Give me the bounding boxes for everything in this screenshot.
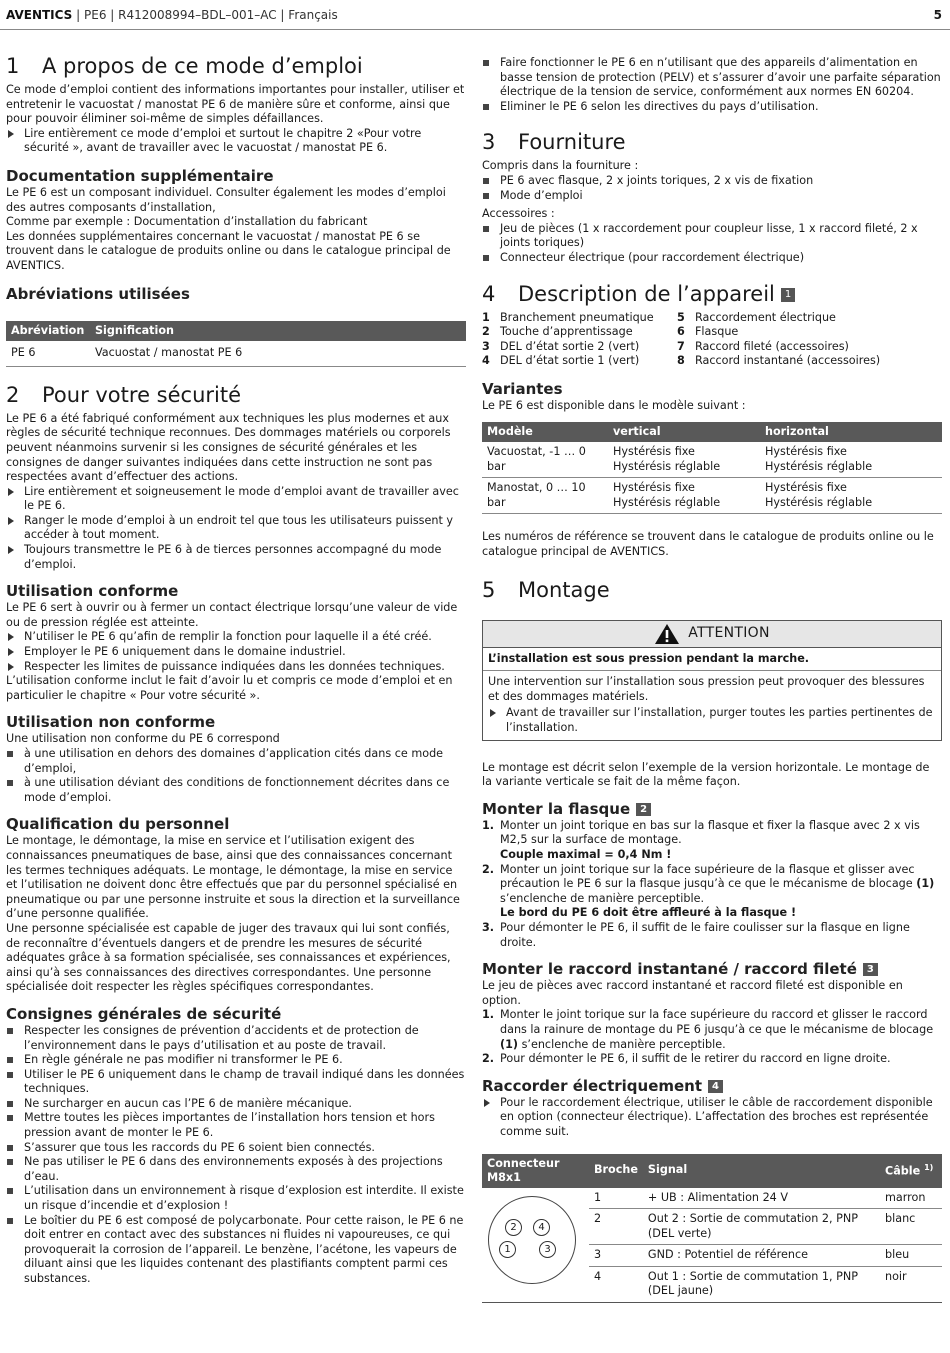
part-label: DEL d’état sortie 2 (vert): [500, 339, 640, 353]
table-header: Signification: [90, 321, 466, 342]
doc-paragraph: Comme par exemple : Documentation d’installation du fabricant: [6, 215, 368, 229]
table-cell: 4: [594, 1269, 602, 1283]
part-number: 4: [482, 354, 490, 368]
list-item: Ne surcharger en aucun cas l’PE 6 de manière mécanique.: [6, 1097, 466, 1112]
cell-line: Hystérésis réglable: [613, 495, 721, 509]
part-number: 1: [482, 310, 490, 324]
footnote-marker: 1): [924, 1163, 934, 1173]
misuse-list: [6, 747, 466, 805]
table-header: vertical: [608, 422, 760, 443]
instruction-item: Lire entièrement ce mode d’emploi et surtout le chapitre 2 «Pour votre sécurité », avant de travailler avec le vacuostat / manostat PE 6.: [6, 127, 466, 156]
table-cell: Out 1 : Sortie de commutation 1, PNP (DEL jaune): [647, 1269, 858, 1298]
warning-box: [482, 620, 942, 741]
step-number: 1.: [482, 1008, 495, 1022]
fitting-heading: [482, 959, 942, 979]
warning-title: ATTENTION: [688, 625, 770, 642]
pin-label: 3: [539, 1241, 556, 1258]
step-note: Le bord du PE 6 doit être affleuré à la flasque !: [500, 906, 797, 920]
part-label: Flasque: [695, 325, 739, 339]
table-cell: [760, 442, 942, 478]
s2-intro: Le PE 6 a été fabriqué conformément aux techniques les plus modernes et aux règles de sécurité technique reconnues. Des dommages matériels ou corporels peuvent néanmoins survenir si les consignes de sécurité générales et les consignes de danger suivantes indiquées dans cette instruction ne sont pas respectées avant d’effectuer des actions.: [6, 411, 451, 484]
section-number: 3: [482, 130, 496, 155]
variants-heading: Variantes: [482, 379, 563, 398]
step-text: s’enclenche de manière perceptible.: [500, 891, 705, 905]
delivery-list: [482, 174, 942, 203]
cell-line: Hystérésis fixe: [613, 445, 695, 459]
variants-intro: Le PE 6 est disponible dans le modèle suivant :: [482, 398, 746, 412]
cell-line: Hystérésis réglable: [613, 459, 721, 473]
section-5-heading: [482, 576, 942, 604]
section-title: A propos de ce mode d’emploi: [42, 54, 363, 78]
connector-pinout-diagram: [488, 1196, 576, 1284]
page-header: [6, 8, 942, 24]
flange-heading: [482, 799, 942, 819]
part-number: 2: [482, 325, 490, 339]
step-number: 2.: [482, 1052, 495, 1066]
heading-text: Raccorder électriquement: [482, 1076, 703, 1095]
list-item: Mode d’emploi: [482, 189, 942, 204]
header-meta: | PE6 | R412008994–BDL–001–AC | Français: [72, 8, 338, 22]
list-item: à une utilisation déviant des conditions de fonctionnement décrites dans ce mode d’emploi.: [6, 776, 466, 805]
table-row: [482, 442, 942, 478]
part-number: 6: [677, 325, 685, 339]
warning-text: Une intervention sur l’installation sous pression peut provoquer des blessures et des dommages matériels.: [488, 675, 925, 703]
step-item: [482, 921, 942, 950]
cell-line: Hystérésis réglable: [765, 495, 873, 509]
pin-label: 1: [499, 1241, 516, 1258]
variants-table: [482, 422, 942, 515]
cell-line: Hystérésis réglable: [765, 459, 873, 473]
section-4-heading: [482, 280, 942, 308]
section-number: 2: [6, 382, 20, 407]
list-item: à une utilisation en dehors des domaines d’application cités dans ce mode d’emploi,: [6, 747, 466, 776]
list-item: PE 6 avec flasque, 2 x joints toriques, 2 x vis de fixation: [482, 174, 942, 189]
list-item: Le boîtier du PE 6 est composé de polycarbonate. Pour cette raison, le PE 6 ne doit entrer en contact avec des substances ni fluides ni vapoureuses, ce qui provoquerait la corrosion de l’appareil. Le benzène, l’acétone, les vapeurs de diluant ainsi que les liquides contenant des plastifiants comptent parmi ces substances.: [6, 1214, 466, 1287]
delivery-included-label: Compris dans la fourniture :: [482, 159, 639, 173]
warning-body: [483, 648, 941, 740]
table-cell: 1: [589, 1188, 643, 1209]
pin-label: 2: [505, 1219, 522, 1236]
section-title: Montage: [518, 577, 610, 602]
table-row: [482, 1188, 942, 1209]
header-divider: [0, 29, 950, 30]
usage-intro: Le PE 6 sert à ouvrir ou à fermer un contact électrique lorsqu’une valeur de vide ou de pression réglée est atteinte.: [6, 601, 458, 629]
step-text: Monter un joint torique en bas sur la flasque et fixer la flasque avec 2 x vis M2,5 sur la surface de montage.: [500, 818, 920, 847]
header-doc-info: [6, 8, 338, 23]
part-number: 5: [677, 310, 685, 324]
instruction-item: Lire entièrement et soigneusement le mode d’emploi avant de travailler avec le PE 6.: [6, 485, 466, 514]
step-ref: (1): [916, 877, 935, 891]
section-number: 4: [482, 281, 496, 306]
step-item: [482, 819, 942, 863]
warning-header: [483, 621, 941, 648]
table-header: Modèle: [482, 422, 608, 443]
part-item: [677, 325, 937, 340]
doc-paragraph: Les données supplémentaires concernant le vacuostat / manostat PE 6 se trouvent dans le catalogue de produits online ou dans le catalogue principal de AVENTICS.: [6, 229, 451, 272]
table-header: Connecteur M8x1: [482, 1154, 589, 1188]
table-cell: noir: [885, 1269, 907, 1283]
accessories-list: [482, 222, 942, 266]
cell-line: Hystérésis fixe: [765, 445, 847, 459]
table-header: [880, 1154, 942, 1188]
page-number: 5: [933, 8, 942, 22]
table-row: [482, 478, 942, 514]
connector-diagram-cell: [482, 1188, 589, 1303]
step-note: Couple maximal = 0,4 Nm !: [500, 848, 672, 861]
figure-ref: 4: [708, 1080, 723, 1093]
pin-table: [482, 1154, 942, 1304]
list-item: Connecteur électrique (pour raccordement électrique): [482, 251, 942, 266]
instruction-item: Ranger le mode d’emploi à un endroit tel que tous les utilisateurs puissent y accéder à tout moment.: [6, 514, 466, 543]
section-title: Fourniture: [518, 130, 626, 155]
fitting-steps: [482, 1008, 942, 1066]
step-ref: (1): [500, 1037, 519, 1051]
table-cell: bleu: [880, 1245, 942, 1267]
accessories-label: Accessoires :: [482, 207, 555, 221]
mounting-intro: Le montage est décrit selon l’exemple de la version horizontale. Le montage de la variante verticale se fait de la même façon.: [482, 760, 930, 789]
instruction-item: Avant de travailler sur l’installation, purger toutes les parties pertinentes de l’installation.: [488, 706, 936, 735]
figure-ref: 2: [636, 803, 651, 816]
figure-ref: 3: [863, 963, 878, 976]
part-number: 7: [677, 339, 685, 353]
section-title: Pour votre sécurité: [42, 382, 241, 407]
step-item: [482, 1052, 942, 1067]
instruction-item: Respecter les limites de puissance indiquées dans les données techniques.: [6, 660, 466, 675]
table-cell: marron: [880, 1188, 942, 1209]
section-title: Description de l’appareil: [518, 281, 775, 306]
part-item: [482, 311, 677, 326]
instruction-item: Pour le raccordement électrique, utiliser le câble de raccordement disponible en option (connecteur électrique). L’affectation des broches est représentée comme suit.: [482, 1096, 942, 1140]
warning-bold: L’installation est sous pression pendant la marche.: [488, 651, 810, 665]
part-label: Touche d’apprentissage: [500, 325, 633, 339]
part-item: [482, 340, 677, 355]
instruction-item: Toujours transmettre le PE 6 à de tierces personnes accompagné du mode d’emploi.: [6, 543, 466, 572]
table-cell: GND : Potentiel de référence: [643, 1245, 880, 1267]
qualification-paragraph: Une personne spécialisée est capable de juger des travaux qui lui sont confiés, de reconnaître d’éventuels dangers et de prendre les mesures de sécurité adéquates grâce à sa formation spécialisée, ses connaissances et expériences, ainsi qu’à ses connaissances des directives correspondantes. Une personne spécialisée doit respecter les règles spécifiques correspondantes.: [6, 921, 451, 994]
step-number: 3.: [482, 920, 495, 934]
section-1-heading: [6, 52, 466, 80]
qualification-heading: Qualification du personnel: [6, 815, 230, 834]
list-item: L’utilisation dans un environnement à risque d’explosion est interdite. Il existe un risque d’incendie et d’explosion !: [6, 1184, 466, 1213]
s1-intro: Ce mode d’emploi contient des informations importantes pour installer, utiliser et entretenir le vacuostat / manostat PE 6 de manière sûre et conforme, ainsi que pour pouvoir éliminer soi-même de simples défaillances.: [6, 83, 465, 126]
flange-steps: [482, 819, 942, 950]
part-label: DEL d’état sortie 1 (vert): [500, 354, 640, 368]
misuse-intro: Une utilisation non conforme du PE 6 correspond: [6, 732, 280, 746]
usage-outro: L’utilisation conforme inclut le fait d’avoir lu et compris ce mode d’emploi et en particulier le chapitre « Pour votre sécurité ».: [6, 674, 453, 702]
pin-label: 4: [533, 1219, 550, 1236]
electrical-heading: [482, 1076, 942, 1096]
part-label: Branchement pneumatique: [500, 310, 654, 324]
table-cell: [608, 442, 760, 478]
step-number: 2.: [482, 862, 495, 876]
heading-text: Monter le raccord instantané / raccord fileté: [482, 960, 857, 979]
table-cell: Manostat, 0 … 10 bar: [482, 478, 608, 514]
safety-list-continued: [482, 56, 942, 114]
step-number: 1.: [482, 818, 495, 832]
step-item: [482, 1008, 942, 1052]
table-cell: PE 6: [6, 341, 90, 366]
table-cell: 3: [589, 1245, 643, 1267]
step-text: s’enclenche de manière perceptible.: [518, 1037, 726, 1051]
part-item: [677, 340, 937, 355]
fitting-intro: Le jeu de pièces avec raccord instantané et raccord fileté est disponible en option.: [482, 979, 903, 1007]
step-text: Pour démonter le PE 6, il suffit de le retirer du raccord en ligne droite.: [500, 1052, 891, 1066]
part-item: [482, 325, 677, 340]
electrical-list: [482, 1096, 942, 1140]
list-item: Respecter les consignes de prévention d’accidents et de protection de l’environnement dans le pays d’utilisation et au poste de travail.: [6, 1024, 466, 1053]
table-cell: Vacuostat, -1 … 0 bar: [482, 442, 608, 478]
parts-list: [482, 311, 942, 369]
table-header: Abréviation: [6, 321, 90, 342]
instruction-item: N’utiliser le PE 6 qu’afin de remplir la fonction pour laquelle il a été créé.: [6, 630, 466, 645]
step-text: Pour démonter le PE 6, il suffit de le faire coulisser sur la flasque en ligne droite.: [500, 920, 910, 949]
table-cell: blanc: [880, 1209, 942, 1245]
list-item: Eliminer le PE 6 selon les directives du pays d’utilisation.: [482, 100, 942, 115]
section-number: 1: [6, 54, 20, 78]
list-item: En règle générale ne pas modifier ni transformer le PE 6.: [6, 1053, 466, 1068]
s2-instruction-list: [6, 485, 466, 573]
list-item: Mettre toutes les pièces importantes de l’installation hors tension et hors pression avant de monter le PE 6.: [6, 1111, 466, 1140]
list-item: Utiliser le PE 6 uniquement dans le champ de travail indiqué dans les données techniques.: [6, 1068, 466, 1097]
table-cell: Vacuostat / manostat PE 6: [90, 341, 466, 366]
abbr-table: [6, 321, 466, 367]
left-column: [6, 52, 466, 1287]
table-cell: Out 2 : Sortie de commutation 2, PNP (DEL verte): [643, 1209, 880, 1245]
part-number: 3: [482, 339, 490, 353]
qualification-paragraph: Le montage, le démontage, la mise en service et l’utilisation exigent des connaissances pneumatiques de base, ainsi que des connaissances concernant les termes techniques adéquats. Le montage, le démontage, la mise en service et l’utilisation ne doivent donc être effectués que par du personnel spécialisé en pneumatique ou par une personne instruite et sous la direction et la surveillance d’une personne qualifiée.: [6, 834, 460, 921]
part-label: Raccord instantané (accessoires): [695, 354, 881, 368]
step-text: Monter un joint torique sur la face supérieure de la flasque et glisser avec précaution le PE 6 sur la flasque jusqu’à ce que le mécanisme de blocage: [500, 862, 917, 891]
list-item: S’assurer que tous les raccords du PE 6 soient bien connectés.: [6, 1141, 466, 1156]
list-item: Ne pas utiliser le PE 6 dans des environnements exposés à des projections d’eau.: [6, 1155, 466, 1184]
s1-instruction-list: [6, 127, 466, 156]
list-item: Faire fonctionner le PE 6 en n’utilisant que des appareils d’alimentation en basse tension de protection (PELV) et s’assurer d’avoir une parfaite séparation électrique de la tension de service, conformément aux normes EN 60204.: [482, 56, 942, 100]
safety-list: [6, 1024, 466, 1287]
header-text: Câble: [885, 1165, 921, 1179]
usage-heading: Utilisation conforme: [6, 582, 179, 601]
cell-line: Hystérésis fixe: [613, 481, 695, 495]
part-item: [677, 354, 937, 369]
table-cell: 2: [589, 1209, 643, 1245]
part-label: Raccord fileté (accessoires): [695, 339, 849, 353]
misuse-heading: Utilisation non conforme: [6, 713, 216, 732]
part-item: [677, 311, 937, 326]
table-cell: [760, 478, 942, 514]
doc-heading: Documentation supplémentaire: [6, 166, 274, 185]
table-cell: [608, 478, 760, 514]
part-item: [482, 354, 677, 369]
part-number: 8: [677, 354, 685, 368]
abbr-heading: Abréviations utilisées: [6, 284, 190, 303]
table-cell: + UB : Alimentation 24 V: [643, 1188, 880, 1209]
part-label: Raccordement électrique: [695, 310, 836, 324]
table-header: horizontal: [760, 422, 942, 443]
usage-list: [6, 630, 466, 674]
doc-paragraph: Le PE 6 est un composant individuel. Consulter également les modes d’emploi des autres composants d’installation,: [6, 185, 446, 214]
cell-line: Hystérésis fixe: [765, 481, 847, 495]
warning-triangle-icon: [654, 623, 680, 645]
figure-ref: 1: [781, 288, 795, 302]
variants-outro: Les numéros de référence se trouvent dans le catalogue de produits online ou le catalogue principal de AVENTICS.: [482, 530, 934, 559]
brand-name: AVENTICS: [6, 8, 73, 22]
step-item: [482, 863, 942, 921]
right-column: [482, 56, 942, 1303]
list-item: Jeu de pièces (1 x raccordement pour coupleur lisse, 1 x raccord fileté, 2 x joints toriques): [482, 222, 942, 251]
heading-text: Monter la flasque: [482, 799, 631, 818]
section-2-heading: [6, 381, 466, 409]
section-number: 5: [482, 577, 496, 602]
instruction-item: Employer le PE 6 uniquement dans le domaine industriel.: [6, 645, 466, 660]
section-3-heading: [482, 128, 942, 156]
table-header: Broche: [589, 1154, 643, 1188]
safety-heading: Consignes générales de sécurité: [6, 1004, 282, 1023]
table-header: Signal: [643, 1154, 880, 1188]
step-text: Monter le joint torique sur la face supérieure du raccord et glisser le raccord dans la rainure de montage du PE 6 jusqu’à ce que le mécanisme de blocage: [500, 1008, 934, 1036]
warning-action-list: [488, 706, 936, 735]
